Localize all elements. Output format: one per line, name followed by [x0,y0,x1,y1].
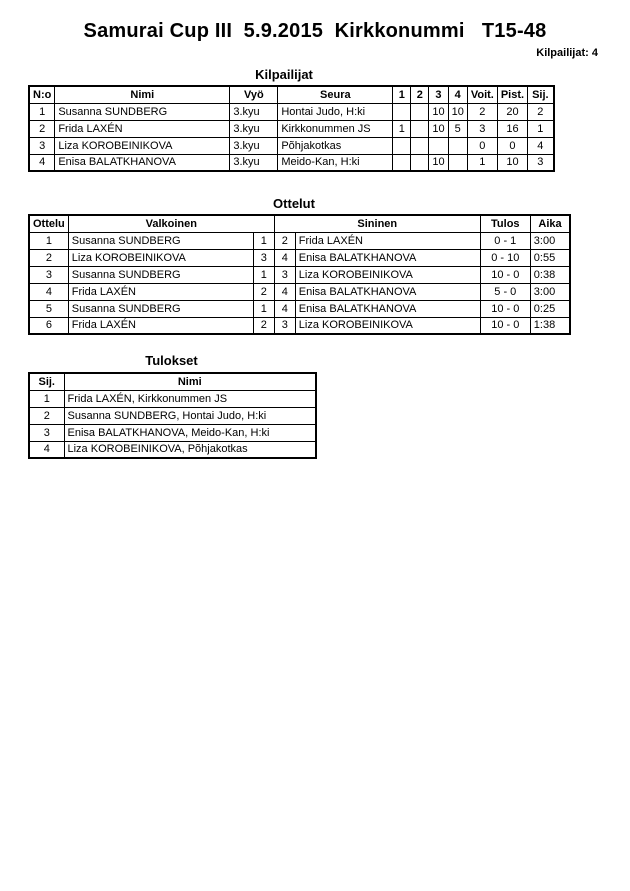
col-header-vyo: Vyö [230,86,278,103]
cell-sininen-no: 3 [274,266,295,283]
cell-score-2 [411,154,429,171]
cell-valkoinen-no: 3 [253,249,274,266]
tulokset-table [28,372,317,459]
table-row [29,300,570,317]
table-row [29,266,570,283]
cell-sij: 2 [29,407,64,424]
col-header-seura: Seura [278,86,393,103]
cell-sij: 1 [29,390,64,407]
cell-pist: 20 [497,103,527,120]
cell-aika: 3:00 [530,283,570,300]
cell-tulos: 10 - 0 [480,266,530,283]
cell-vyo: 3.kyu [230,137,278,154]
cell-voit: 3 [467,120,497,137]
cell-valkoinen: Liza KOROBEINIKOVA [68,249,253,266]
cell-score-2 [411,120,429,137]
cell-no: 2 [29,120,55,137]
cell-aika: 3:00 [530,232,570,249]
cell-score-3: 10 [429,120,448,137]
cell-valkoinen: Frida LAXÉN [68,283,253,300]
cell-sij: 2 [528,103,554,120]
col-header-tulos: Tulos [480,215,530,232]
cell-sij: 4 [29,441,64,458]
cell-ottelu-no: 3 [29,266,68,283]
cell-seura: Meido-Kan, H:ki [278,154,393,171]
cell-sininen-no: 3 [274,317,295,334]
col-header-sininen: Sininen [274,215,480,232]
cell-sininen-no: 2 [274,232,295,249]
cell-vyo: 3.kyu [230,120,278,137]
cell-aika: 1:38 [530,317,570,334]
cell-nimi: Enisa BALATKHANOVA, Meido-Kan, H:ki [64,424,316,441]
kilpailijat-heading: Kilpailijat [255,67,313,82]
cell-pist: 16 [497,120,527,137]
tulokset-heading: Tulokset [145,353,198,368]
cell-ottelu-no: 4 [29,283,68,300]
cell-tulos: 0 - 10 [480,249,530,266]
cell-score-3 [429,137,448,154]
col-header-sij: Sij. [29,373,64,390]
cell-seura: Hontai Judo, H:ki [278,103,393,120]
cell-sij: 1 [528,120,554,137]
table-row [29,249,570,266]
cell-voit: 0 [467,137,497,154]
cell-sininen: Enisa BALATKHANOVA [295,283,480,300]
ottelut-header-row [29,215,570,232]
cell-valkoinen: Susanna SUNDBERG [68,300,253,317]
col-header-3: 3 [429,86,448,103]
ottelut-heading: Ottelut [273,196,315,211]
cell-score-1 [393,154,411,171]
kilpailijat-header-row [29,86,554,103]
cell-score-3: 10 [429,154,448,171]
cell-seura: Põhjakotkas [278,137,393,154]
cell-vyo: 3.kyu [230,103,278,120]
col-header-valkoinen: Valkoinen [68,215,274,232]
col-header-aika: Aika [530,215,570,232]
kilpailijat-table [28,85,555,172]
cell-seura: Kirkkonummen JS [278,120,393,137]
col-header-pist: Pist. [497,86,527,103]
cell-nimi: Liza KOROBEINIKOVA [55,137,230,154]
ottelut-table [28,214,571,335]
col-header-voit: Voit. [467,86,497,103]
cell-sininen-no: 4 [274,283,295,300]
table-row [29,407,316,424]
page-title: Samurai Cup III 5.9.2015 Kirkkonummi T15-48 [83,20,547,42]
cell-valkoinen: Susanna SUNDBERG [68,266,253,283]
cell-voit: 1 [467,154,497,171]
col-header-4: 4 [448,86,467,103]
col-header-no: N:o [29,86,55,103]
cell-nimi: Liza KOROBEINIKOVA, Põhjakotkas [64,441,316,458]
table-row [29,283,570,300]
table-row [29,120,554,137]
cell-sininen: Enisa BALATKHANOVA [295,300,480,317]
cell-tulos: 0 - 1 [480,232,530,249]
col-header-nimi: Nimi [55,86,230,103]
col-header-2: 2 [411,86,429,103]
table-row [29,154,554,171]
cell-ottelu-no: 2 [29,249,68,266]
cell-ottelu-no: 5 [29,300,68,317]
cell-score-1: 1 [393,120,411,137]
cell-sininen-no: 4 [274,300,295,317]
cell-score-2 [411,137,429,154]
col-header-ottelu: Ottelu [29,215,68,232]
cell-score-4 [448,137,467,154]
cell-nimi: Susanna SUNDBERG, Hontai Judo, H:ki [64,407,316,424]
cell-valkoinen: Frida LAXÉN [68,317,253,334]
cell-nimi: Frida LAXÉN, Kirkkonummen JS [64,390,316,407]
cell-tulos: 5 - 0 [480,283,530,300]
table-row [29,441,316,458]
cell-nimi: Frida LAXÉN [55,120,230,137]
competitor-count-label: Kilpailijat: 4 [536,47,598,59]
table-row [29,424,316,441]
cell-aika: 0:55 [530,249,570,266]
cell-voit: 2 [467,103,497,120]
cell-aika: 0:38 [530,266,570,283]
cell-nimi: Susanna SUNDBERG [55,103,230,120]
cell-valkoinen-no: 1 [253,300,274,317]
cell-vyo: 3.kyu [230,154,278,171]
table-row [29,317,570,334]
cell-nimi: Enisa BALATKHANOVA [55,154,230,171]
cell-score-4 [448,154,467,171]
cell-valkoinen-no: 1 [253,266,274,283]
cell-score-2 [411,103,429,120]
cell-pist: 10 [497,154,527,171]
cell-sij: 3 [528,154,554,171]
cell-tulos: 10 - 0 [480,317,530,334]
table-row [29,232,570,249]
cell-ottelu-no: 6 [29,317,68,334]
table-row [29,390,316,407]
cell-no: 3 [29,137,55,154]
cell-no: 4 [29,154,55,171]
cell-score-4: 5 [448,120,467,137]
cell-sininen-no: 4 [274,249,295,266]
col-header-1: 1 [393,86,411,103]
col-header-nimi: Nimi [64,373,316,390]
cell-sij: 3 [29,424,64,441]
cell-valkoinen-no: 1 [253,232,274,249]
cell-valkoinen: Susanna SUNDBERG [68,232,253,249]
cell-ottelu-no: 1 [29,232,68,249]
cell-sininen: Liza KOROBEINIKOVA [295,317,480,334]
cell-valkoinen-no: 2 [253,317,274,334]
cell-score-3: 10 [429,103,448,120]
cell-tulos: 10 - 0 [480,300,530,317]
cell-pist: 0 [497,137,527,154]
cell-sininen: Liza KOROBEINIKOVA [295,266,480,283]
cell-valkoinen-no: 2 [253,283,274,300]
table-row [29,137,554,154]
cell-score-1 [393,137,411,154]
cell-no: 1 [29,103,55,120]
cell-sij: 4 [528,137,554,154]
cell-sininen: Enisa BALATKHANOVA [295,249,480,266]
col-header-sij: Sij. [528,86,554,103]
tulokset-header-row [29,373,316,390]
cell-sininen: Frida LAXÉN [295,232,480,249]
cell-score-4: 10 [448,103,467,120]
table-row [29,103,554,120]
cell-score-1 [393,103,411,120]
cell-aika: 0:25 [530,300,570,317]
